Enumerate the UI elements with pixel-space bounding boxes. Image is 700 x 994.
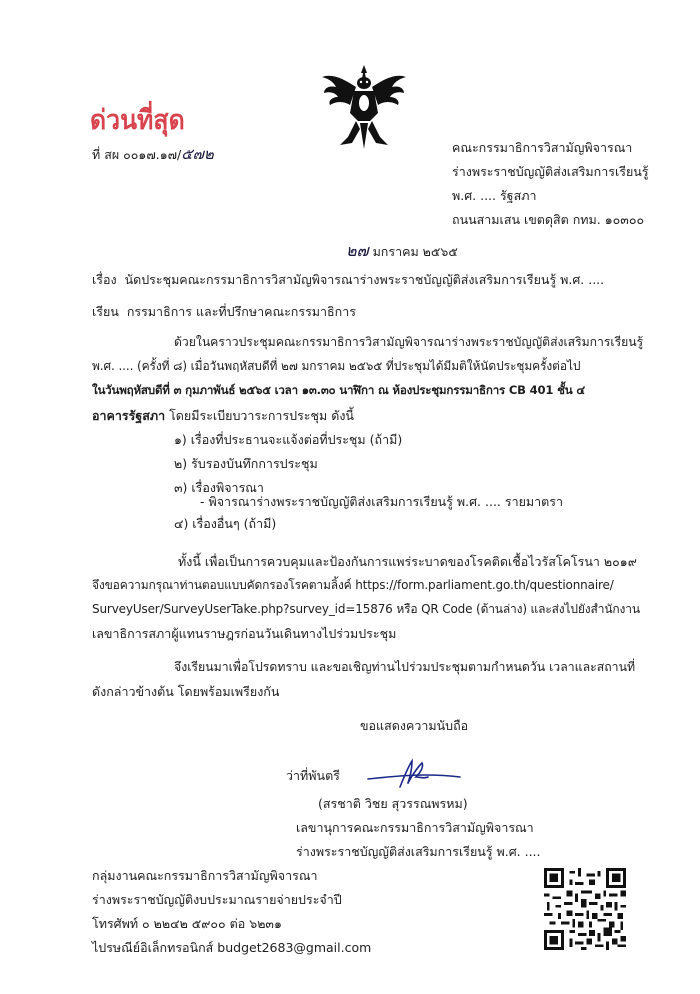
date-month-year: มกราคม ๒๕๖๕ xyxy=(372,244,458,259)
body-paragraph-3-line: ดังกล่าวข้างต้น โดยพร้อมเพรียงกัน xyxy=(92,684,280,699)
qr-code-icon[interactable] xyxy=(544,866,626,952)
agenda-item: ๑) เรื่องที่ประธานจะแจ้งต่อที่ประชุม (ถ้ามี) xyxy=(174,432,403,447)
subject-text: นัดประชุมคณะกรรมาธิการวิสามัญพิจารณาร่างพระราชบัญญัติส่งเสริมการเรียนรู้ พ.ศ. .... xyxy=(124,272,605,287)
footer-department: ร่างพระราชบัญญัติงบประมาณรายจ่ายประจำปี xyxy=(92,892,342,907)
body-paragraph-1-line xyxy=(92,406,354,426)
footer-department: กลุ่มงานคณะกรรมาธิการวิสามัญพิจารณา xyxy=(92,868,318,883)
garuda-emblem-icon xyxy=(318,63,410,151)
agenda-intro: โดยมีระเบียบวาระการประชุม ดังนี้ xyxy=(165,408,354,423)
agenda-subitem: - พิจารณาร่างพระราชบัญญัติส่งเสริมการเรียนรู้ พ.ศ. .... รายมาตรา xyxy=(200,494,564,509)
sender-address-line: พ.ศ. .... รัฐสภา xyxy=(452,188,537,203)
signer-title-line: ร่างพระราชบัญญัติส่งเสริมการเรียนรู้ พ.ศ. .... xyxy=(296,844,541,859)
footer-phone: โทรศัพท์ ๐ ๒๒๔๒ ๕๙๐๐ ต่อ ๖๒๓๑ xyxy=(92,916,282,931)
body-paragraph-1-line: พ.ศ. .... (ครั้งที่ ๘) เมื่อวันพฤหัสบดีที่ ๒๗ มกราคม ๒๕๖๕ ที่ประชุมได้มีมติให้นัดประชุมครั้งต่อไป xyxy=(92,359,581,373)
survey-link-line[interactable]: SurveyUser/SurveyUserTake.php?survey_id=15876 หรือ QR Code (ด้านล่าง) และส่งไปยังสำนักงาน xyxy=(92,602,640,616)
agenda-item: ๓) เรื่องพิจารณา xyxy=(174,480,264,495)
sender-address-line: คณะกรรมาธิการวิสามัญพิจารณา xyxy=(452,140,633,155)
recipient-line xyxy=(92,302,356,322)
sender-address-line: ร่างพระราชบัญญัติส่งเสริมการเรียนรู้ xyxy=(452,164,649,179)
agenda-item: ๔) เรื่องอื่นๆ (ถ้ามี) xyxy=(174,516,277,531)
signer-rank: ว่าที่พันตรี xyxy=(286,768,340,783)
meeting-building: อาคารรัฐสภา xyxy=(92,408,166,423)
recipient-label: เรียน xyxy=(92,304,119,319)
date-day-handwritten: ๒๗ xyxy=(346,241,369,260)
subject-label: เรื่อง xyxy=(92,272,117,287)
agenda-item: ๒) รับรองบันทึกการประชุม xyxy=(174,456,318,471)
body-paragraph-2-line: จึงขอความกรุณาท่านตอบแบบคัดกรองโรคตามลิ้งค์ https://form.parliament.go.th/questionnaire/ xyxy=(92,578,614,592)
body-paragraph-2-line: ทั้งนี้ เพื่อเป็นการควบคุมและป้องกันการแพร่ระบาดของโรคติดเชื้อไวรัสโคโรนา ๒๐๑๙ xyxy=(178,554,637,569)
document-number xyxy=(92,142,214,166)
signer-title-line: เลขานุการคณะกรรมาธิการวิสามัญพิจารณา xyxy=(296,820,534,835)
footer-email[interactable]: ไปรษณีย์อิเล็กทรอนิกส์ budget2683@gmail.com xyxy=(92,940,372,955)
recipient-text: กรรมาธิการ และที่ปรึกษาคณะกรรมาธิการ xyxy=(126,304,356,319)
closing-regards: ขอแสดงความนับถือ xyxy=(360,718,469,733)
subject-line xyxy=(92,270,604,290)
document-number-prefix: ที่ สผ ๐๐๑๗.๑๗/ xyxy=(92,147,182,162)
body-paragraph-1-line: ด้วยในคราวประชุมคณะกรรมาธิการวิสามัญพิจารณาร่างพระราชบัญญัติส่งเสริมการเรียนรู้ xyxy=(174,335,644,349)
letter-date xyxy=(346,239,458,264)
body-paragraph-3-line: จึงเรียนมาเพื่อโปรดทราบ และขอเชิญท่านไปร่วมประชุมตามกำหนดวัน เวลาและสถานที่ xyxy=(174,660,636,674)
sender-address-line: ถนนสามเสน เขตดุสิต กทม. ๑๐๓๐๐ xyxy=(452,212,645,227)
document-number-handwritten: ๕๗๒ xyxy=(181,145,214,163)
meeting-datetime-location: ในวันพฤหัสบดีที่ ๓ กุมภาพันธ์ ๒๕๖๕ เวลา ๑๓.๓๐ นาฬิกา ณ ห้องประชุมกรรมาธิการ CB 401 ชั้น ๔ xyxy=(92,383,585,397)
signer-name: (สรชาติ วิชย สุวรรณพรหม) xyxy=(318,796,468,811)
urgent-stamp: ด่วนที่สุด xyxy=(90,105,185,136)
body-paragraph-2-line: เลขาธิการสภาผู้แทนราษฎรก่อนวันเดินทางไปร่วมประชุม xyxy=(92,626,397,641)
signature-icon xyxy=(366,757,462,791)
